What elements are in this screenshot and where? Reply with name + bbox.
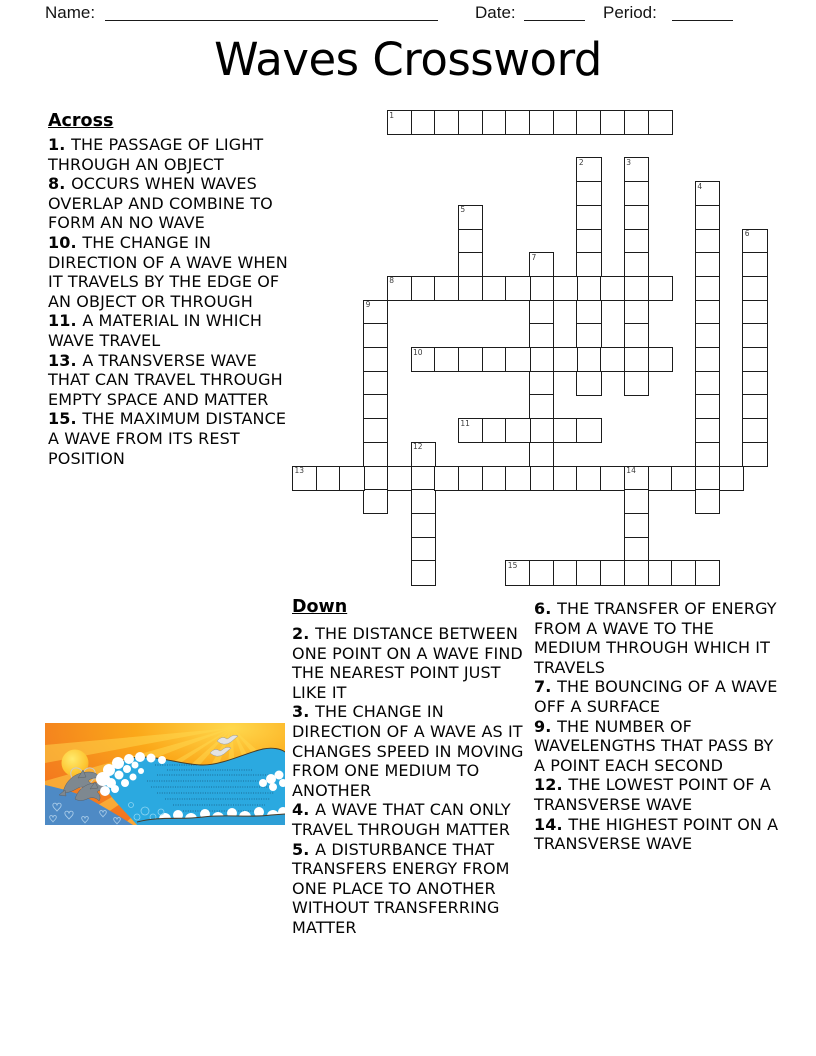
grid-cell[interactable] <box>648 560 673 585</box>
grid-cell[interactable] <box>576 157 601 182</box>
grid-cell[interactable] <box>482 347 507 372</box>
grid-cell[interactable] <box>411 347 436 372</box>
grid-cell[interactable] <box>553 560 578 585</box>
grid-cell[interactable] <box>695 229 720 254</box>
clue-number: 1. <box>48 135 72 154</box>
clue-item <box>292 800 530 839</box>
grid-cell[interactable] <box>458 466 483 491</box>
grid-cell[interactable] <box>600 110 625 135</box>
grid-cell[interactable] <box>458 252 483 277</box>
grid-cell[interactable] <box>411 466 436 491</box>
down-clue-list-col2 <box>534 599 782 854</box>
name-input-line[interactable] <box>105 2 438 21</box>
grid-cell[interactable] <box>411 537 436 562</box>
grid-cell[interactable] <box>742 347 767 372</box>
cell-number: 7 <box>531 252 537 262</box>
clue-text: A WAVE THAT CAN ONLY TRAVEL THROUGH MATTER <box>292 800 511 839</box>
grid-cell[interactable] <box>742 252 767 277</box>
grid-cell[interactable] <box>648 110 673 135</box>
grid-cell[interactable] <box>742 300 767 325</box>
grid-cell[interactable] <box>624 560 649 585</box>
grid-cell[interactable] <box>648 466 673 491</box>
grid-cell[interactable] <box>553 347 578 372</box>
clue-text: THE MAXIMUM DISTANCE A WAVE FROM ITS REST POSITION <box>48 409 287 468</box>
grid-cell[interactable] <box>553 110 578 135</box>
cell-number: 12 <box>413 442 423 452</box>
grid-cell[interactable] <box>742 371 767 396</box>
grid-cell[interactable] <box>505 560 530 585</box>
clue-number: 9. <box>534 716 558 736</box>
page-title: Waves Crossword <box>214 33 602 86</box>
grid-cell[interactable] <box>576 347 601 372</box>
grid-cell[interactable] <box>600 347 625 372</box>
grid-cell[interactable] <box>576 418 601 443</box>
grid-cell[interactable] <box>411 276 436 301</box>
grid-cell[interactable] <box>695 418 720 443</box>
grid-cell[interactable] <box>624 276 649 301</box>
cell-number: 15 <box>507 560 518 570</box>
grid-cell[interactable] <box>363 394 388 419</box>
grid-cell[interactable] <box>411 442 436 467</box>
clue-item <box>48 174 288 233</box>
grid-cell[interactable] <box>576 276 601 301</box>
period-label: Period: <box>603 3 657 22</box>
grid-cell[interactable] <box>624 157 649 182</box>
grid-cell[interactable] <box>505 418 530 443</box>
grid-cell[interactable] <box>434 466 459 491</box>
grid-cell[interactable] <box>411 513 436 538</box>
grid-cell[interactable] <box>482 466 507 491</box>
grid-cell[interactable] <box>695 300 720 325</box>
grid-cell[interactable] <box>316 466 341 491</box>
grid-cell[interactable] <box>576 110 601 135</box>
grid-cell[interactable] <box>292 466 317 491</box>
clue-text: THE HIGHEST POINT ON A TRANSVERSE WAVE <box>534 814 779 854</box>
cell-number: 6 <box>744 229 750 238</box>
clue-number: 5. <box>292 839 316 859</box>
cell-number: 2 <box>578 157 584 167</box>
grid-cell[interactable] <box>363 347 388 372</box>
grid-cell[interactable] <box>671 466 696 491</box>
grid-cell[interactable] <box>411 489 436 514</box>
grid-cell[interactable] <box>695 466 720 491</box>
grid-cell[interactable] <box>576 466 601 491</box>
grid-cell[interactable] <box>695 394 720 419</box>
grid-cell[interactable] <box>458 205 483 230</box>
grid-cell[interactable] <box>695 347 720 372</box>
grid-cell[interactable] <box>624 537 649 562</box>
grid-cell[interactable] <box>648 276 673 301</box>
clue-item <box>48 233 288 311</box>
cell-number: 9 <box>365 300 371 310</box>
grid-cell[interactable] <box>363 300 388 325</box>
grid-cell[interactable] <box>411 110 436 135</box>
down-clue-list-col1 <box>292 624 530 938</box>
grid-cell[interactable] <box>600 276 625 301</box>
grid-cell[interactable] <box>529 347 554 372</box>
grid-cell[interactable] <box>434 110 459 135</box>
grid-cell[interactable] <box>719 466 744 491</box>
clue-number: 8. <box>48 174 72 194</box>
clue-item <box>292 702 530 800</box>
grid-cell[interactable] <box>363 442 388 467</box>
crossword-grid <box>292 110 768 586</box>
grid-cell[interactable] <box>624 371 649 396</box>
grid-cell[interactable] <box>576 252 601 277</box>
clue-number: 10. <box>48 232 83 252</box>
grid-cell[interactable] <box>529 466 554 491</box>
grid-cell[interactable] <box>624 181 649 206</box>
clue-number: 3. <box>292 702 316 722</box>
grid-cell[interactable] <box>458 418 483 443</box>
grid-cell[interactable] <box>529 252 554 277</box>
clue-item <box>292 624 530 702</box>
grid-cell[interactable] <box>387 276 412 301</box>
grid-cell[interactable] <box>624 229 649 254</box>
grid-cell[interactable] <box>742 394 767 419</box>
clue-text: A MATERIAL IN WHICH WAVE TRAVEL <box>48 311 262 350</box>
clue-text: THE CHANGE IN DIRECTION OF A WAVE WHEN IT TRAVELS BY THE EDGE OF AN OBJECT OR THROUGH <box>48 232 288 311</box>
grid-cell[interactable] <box>434 276 459 301</box>
clue-number: 12. <box>534 775 569 795</box>
grid-cell[interactable] <box>505 466 530 491</box>
clue-item <box>48 351 288 410</box>
grid-cell[interactable] <box>576 371 601 396</box>
clue-item <box>534 717 782 776</box>
grid-cell[interactable] <box>458 229 483 254</box>
grid-cell[interactable] <box>600 560 625 585</box>
grid-cell[interactable] <box>529 300 554 325</box>
clue-item <box>48 311 288 350</box>
clue-text: THE PASSAGE OF LIGHT THROUGH AN OBJECT <box>48 135 264 174</box>
clue-item <box>534 815 782 854</box>
grid-cell[interactable] <box>434 347 459 372</box>
grid-cell[interactable] <box>695 252 720 277</box>
cell-number: 3 <box>626 157 632 167</box>
clue-item <box>534 599 782 677</box>
grid-cell[interactable] <box>576 300 601 325</box>
grid-cell[interactable] <box>458 347 483 372</box>
clue-text: THE BOUNCING OF A WAVE OFF A SURFACE <box>534 677 778 716</box>
grid-cell[interactable] <box>482 110 507 135</box>
clue-number: 13. <box>48 350 83 370</box>
grid-cell[interactable] <box>339 466 364 491</box>
grid-cell[interactable] <box>576 560 601 585</box>
grid-cell[interactable] <box>529 323 554 348</box>
grid-cell[interactable] <box>529 110 554 135</box>
across-clue-list <box>48 135 288 468</box>
clue-number: 2. <box>292 624 316 643</box>
grid-cell[interactable] <box>671 560 696 585</box>
grid-cell[interactable] <box>363 371 388 396</box>
clue-number: 4. <box>292 800 316 820</box>
grid-cell[interactable] <box>553 466 578 491</box>
cell-number: 8 <box>389 276 395 286</box>
date-label: Date: <box>475 3 516 22</box>
grid-cell[interactable] <box>600 466 625 491</box>
grid-cell[interactable] <box>576 323 601 348</box>
grid-cell[interactable] <box>624 347 649 372</box>
clue-item <box>48 409 288 468</box>
grid-cell[interactable] <box>648 347 673 372</box>
cell-number: 13 <box>294 466 305 475</box>
grid-cell[interactable] <box>576 229 601 254</box>
grid-cell[interactable] <box>695 560 720 585</box>
clue-text: OCCURS WHEN WAVES OVERLAP AND COMBINE TO FORM AN NO WAVE <box>48 174 273 233</box>
grid-cell[interactable] <box>363 418 388 443</box>
grid-cell[interactable] <box>576 205 601 230</box>
clue-number: 14. <box>534 814 569 834</box>
clue-number: 11. <box>48 311 83 331</box>
clue-item <box>534 775 782 814</box>
grid-cell[interactable] <box>529 560 554 585</box>
grid-cell[interactable] <box>482 418 507 443</box>
clue-text: THE NUMBER OF WAVELENGTHS THAT PASS BY A POINT EACH SECOND <box>534 716 774 775</box>
cell-number: 10 <box>413 347 423 357</box>
grid-cell[interactable] <box>529 371 554 396</box>
grid-cell[interactable] <box>458 276 483 301</box>
down-heading: Down <box>292 597 348 617</box>
clue-text: THE CHANGE IN DIRECTION OF A WAVE AS IT CHANGES SPEED IN MOVING FROM ONE MEDIUM TO ANOTHER <box>292 702 524 800</box>
grid-cell[interactable] <box>505 276 530 301</box>
grid-cell[interactable] <box>624 513 649 538</box>
grid-cell[interactable] <box>742 418 767 443</box>
grid-cell[interactable] <box>742 442 767 467</box>
grid-cell[interactable] <box>387 466 412 491</box>
grid-cell[interactable] <box>695 205 720 230</box>
grid-cell[interactable] <box>695 371 720 396</box>
grid-cell[interactable] <box>742 323 767 348</box>
grid-cell[interactable] <box>624 205 649 230</box>
grid-cell[interactable] <box>387 110 412 135</box>
grid-cell[interactable] <box>482 276 507 301</box>
clue-text: THE LOWEST POINT OF A TRANSVERSE WAVE <box>534 775 771 814</box>
grid-cell[interactable] <box>695 181 720 206</box>
grid-cell[interactable] <box>695 489 720 514</box>
wave-illustration <box>45 723 285 825</box>
cell-number: 5 <box>460 205 466 215</box>
grid-cell[interactable] <box>695 276 720 301</box>
grid-cell[interactable] <box>576 181 601 206</box>
cell-number: 14 <box>626 466 636 475</box>
date-input-line[interactable] <box>524 2 585 21</box>
grid-cell[interactable] <box>529 394 554 419</box>
cell-number: 11 <box>460 418 470 428</box>
clue-text: A DISTURBANCE THAT TRANSFERS ENERGY FROM ONE PLACE TO ANOTHER WITHOUT TRANSFERRING MATTER <box>292 839 510 937</box>
grid-cell[interactable] <box>624 300 649 325</box>
grid-cell[interactable] <box>411 560 436 585</box>
grid-cell[interactable] <box>363 323 388 348</box>
grid-cell[interactable] <box>624 489 649 514</box>
grid-cell[interactable] <box>553 276 578 301</box>
grid-cell[interactable] <box>742 276 767 301</box>
cell-number: 4 <box>697 181 703 191</box>
grid-cell[interactable] <box>742 229 767 254</box>
clue-text: A TRANSVERSE WAVE THAT CAN TRAVEL THROUGH EMPTY SPACE AND MATTER <box>48 350 283 409</box>
grid-cell[interactable] <box>363 489 388 514</box>
grid-cell[interactable] <box>624 466 649 491</box>
clue-item <box>48 135 288 174</box>
grid-cell[interactable] <box>529 442 554 467</box>
clue-text: THE TRANSFER OF ENERGY FROM A WAVE TO THE MEDIUM THROUGH WHICH IT TRAVELS <box>534 599 777 677</box>
grid-cell[interactable] <box>529 276 554 301</box>
grid-cell[interactable] <box>624 110 649 135</box>
clue-number: 15. <box>48 409 83 429</box>
grid-cell[interactable] <box>529 418 554 443</box>
clue-item <box>292 840 530 938</box>
grid-cell[interactable] <box>695 323 720 348</box>
clue-number: 7. <box>534 677 558 697</box>
grid-cell[interactable] <box>695 442 720 467</box>
grid-cell[interactable] <box>553 418 578 443</box>
clue-text: THE DISTANCE BETWEEN ONE POINT ON A WAVE FIND THE NEAREST POINT JUST LIKE IT <box>292 624 523 702</box>
name-label: Name: <box>45 3 96 22</box>
clue-number: 6. <box>534 599 558 618</box>
across-heading: Across <box>48 111 114 131</box>
grid-cell[interactable] <box>505 110 530 135</box>
clue-item <box>534 677 782 716</box>
cell-number: 1 <box>389 110 395 120</box>
grid-cell[interactable] <box>624 323 649 348</box>
period-input-line[interactable] <box>672 2 733 21</box>
grid-cell[interactable] <box>458 110 483 135</box>
grid-cell[interactable] <box>363 466 388 491</box>
grid-cell[interactable] <box>505 347 530 372</box>
grid-cell[interactable] <box>624 252 649 277</box>
